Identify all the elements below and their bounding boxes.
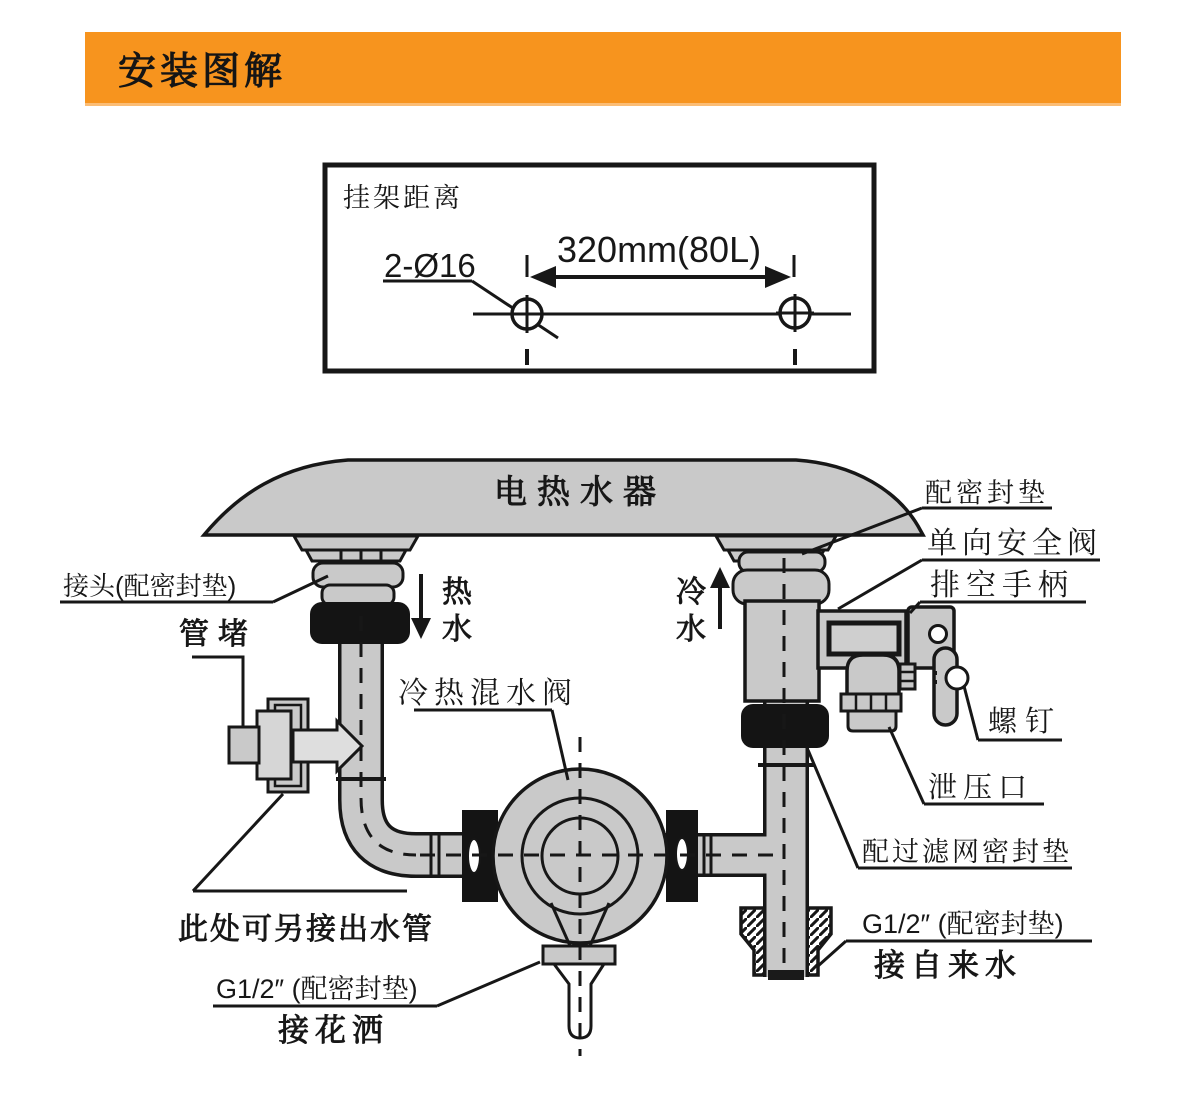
bracket-distance-box bbox=[325, 165, 874, 371]
hot-water-label-1: 热 bbox=[442, 576, 472, 609]
shower-label: 接花洒 bbox=[278, 1013, 389, 1048]
screw-head bbox=[946, 667, 968, 689]
shower-spec-label: G1/2″ (配密封垫) bbox=[216, 974, 418, 1004]
safety-valve-label: 单向安全阀 bbox=[927, 527, 1102, 560]
valve-window bbox=[829, 623, 899, 654]
gasket-top-label: 配密封垫 bbox=[925, 478, 1049, 508]
hole-spec-label: 2-Ø16 bbox=[384, 247, 476, 284]
dimension-label: 320mm(80L) bbox=[557, 229, 762, 270]
bracket-hole bbox=[930, 626, 947, 643]
filter-gasket-label: 配过滤网密封垫 bbox=[862, 837, 1072, 867]
cold-water-label-2: 水 bbox=[676, 613, 706, 646]
hidden-dot-1 bbox=[933, 671, 937, 675]
bracket-box-title: 挂架距离 bbox=[343, 183, 463, 213]
pipe-end-cap bbox=[768, 970, 804, 980]
pipe-plug-label: 管堵 bbox=[179, 618, 257, 651]
plug-stub bbox=[229, 727, 259, 763]
tap-spec-label: G1/2″ (配密封垫) bbox=[862, 909, 1064, 939]
water-heater-tank bbox=[204, 460, 923, 561]
left-flange bbox=[294, 536, 418, 550]
plug-front-plate bbox=[257, 711, 291, 779]
valve-body bbox=[745, 601, 819, 701]
cold-water-indicator bbox=[676, 567, 730, 646]
mixing-valve-label: 冷热混水阀 bbox=[398, 677, 578, 710]
down-arrow-icon bbox=[411, 618, 431, 639]
cold-coupling-lower bbox=[733, 570, 829, 604]
hot-water-indicator bbox=[411, 574, 473, 646]
hot-water-label-2: 水 bbox=[442, 613, 472, 646]
left-flange-step bbox=[306, 550, 406, 561]
screw-label: 螺钉 bbox=[988, 706, 1063, 738]
up-arrow-icon bbox=[710, 567, 730, 588]
page-title: 安装图解 bbox=[118, 51, 287, 93]
drain-handle-label: 排空手柄 bbox=[930, 569, 1074, 602]
extra-outlet-label: 此处可另接出水管 bbox=[178, 913, 434, 946]
tank-label: 电热水器 bbox=[494, 473, 666, 510]
relief-port-collar bbox=[841, 694, 901, 711]
hot-coupling-nut bbox=[313, 563, 403, 587]
tap-water-label: 接自来水 bbox=[874, 948, 1022, 983]
joint-label: 接头(配密封垫) bbox=[63, 571, 237, 601]
hidden-dot-2 bbox=[933, 680, 937, 684]
relief-port-label: 泄压口 bbox=[928, 772, 1034, 804]
cold-water-label-1: 冷 bbox=[676, 576, 706, 609]
relief-connector bbox=[900, 664, 915, 689]
